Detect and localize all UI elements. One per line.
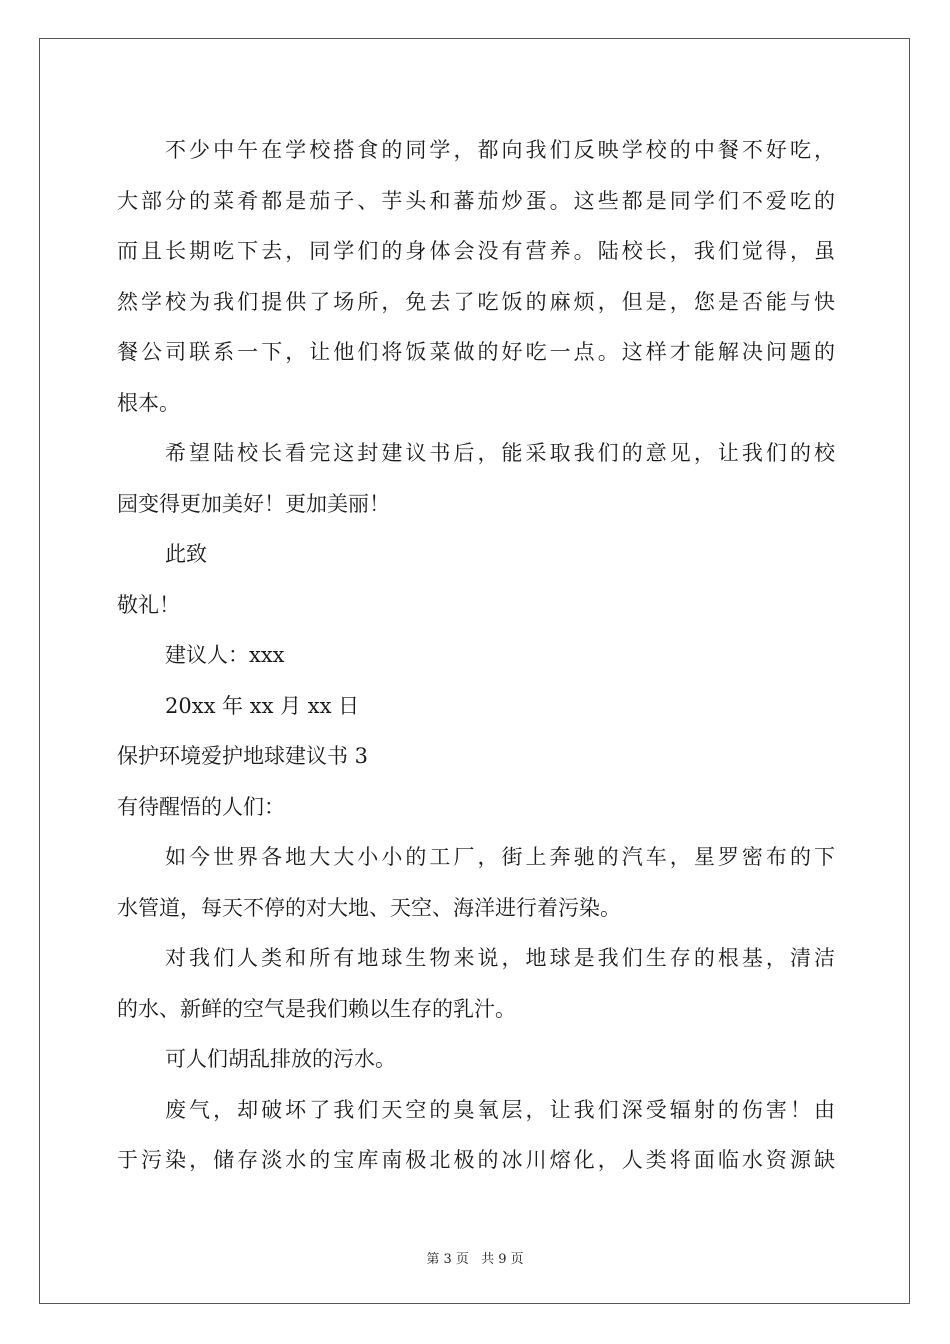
text-line: 可人们胡乱排放的污水。 [165,1047,396,1071]
text-line: 建议人：xxx [165,643,285,667]
text-line: 希望陆校长看完这封建议书后，能采取我们的意见，让我们的校 [165,441,835,465]
text-line: 敬礼！ [117,592,180,617]
text-line: 大部分的菜肴都是茄子、芋头和蕃茄炒蛋。这些都是同学们不爱吃的 [117,188,835,213]
text-line: 餐公司联系一下，让他们将饭菜做的好吃一点。这样才能解决问题的 [117,340,835,364]
text-line: 有待醒悟的人们： [117,794,285,819]
text-line: 此致 [165,542,207,566]
text-line: 不少中午在学校搭食的同学，都向我们反映学校的中餐不好吃， [165,138,835,162]
text-line: 对我们人类和所有地球生物来说，地球是我们生存的根基，清洁 [165,946,835,970]
text-line: 如今世界各地大大小小的工厂，街上奔驰的汽车，星罗密布的下 [165,845,835,869]
text-line: 的水、新鲜的空气是我们赖以生存的乳汁。 [117,996,516,1021]
text-line: 根本。 [117,390,180,415]
page-number: 第 3 页 [426,1252,469,1267]
text-line: 20xx 年 xx 月 xx 日 [165,693,360,718]
page-footer [0,1248,950,1267]
text-line: 废气，却破坏了我们天空的臭氧层，让我们深受辐射的伤害！由 [165,1097,835,1122]
document-body [117,125,835,1186]
text-line: 于污染，储存淡水的宝库南极北极的冰川熔化，人类将面临水资源缺 [117,1148,835,1172]
text-line: 然学校为我们提供了场所，免去了吃饭的麻烦，但是，您是否能与快 [117,289,835,314]
text-line: 保护环境爱护地球建议书 3 [117,744,369,768]
text-line: 而且长期吃下去，同学们的身体会没有营养。陆校长，我们觉得，虽 [117,239,835,263]
text-line: 水管道，每天不停的对大地、天空、海洋进行着污染。 [117,895,621,920]
page-total: 共 9 页 [481,1252,524,1267]
text-line: 园变得更加美好！更加美丽！ [117,491,390,516]
